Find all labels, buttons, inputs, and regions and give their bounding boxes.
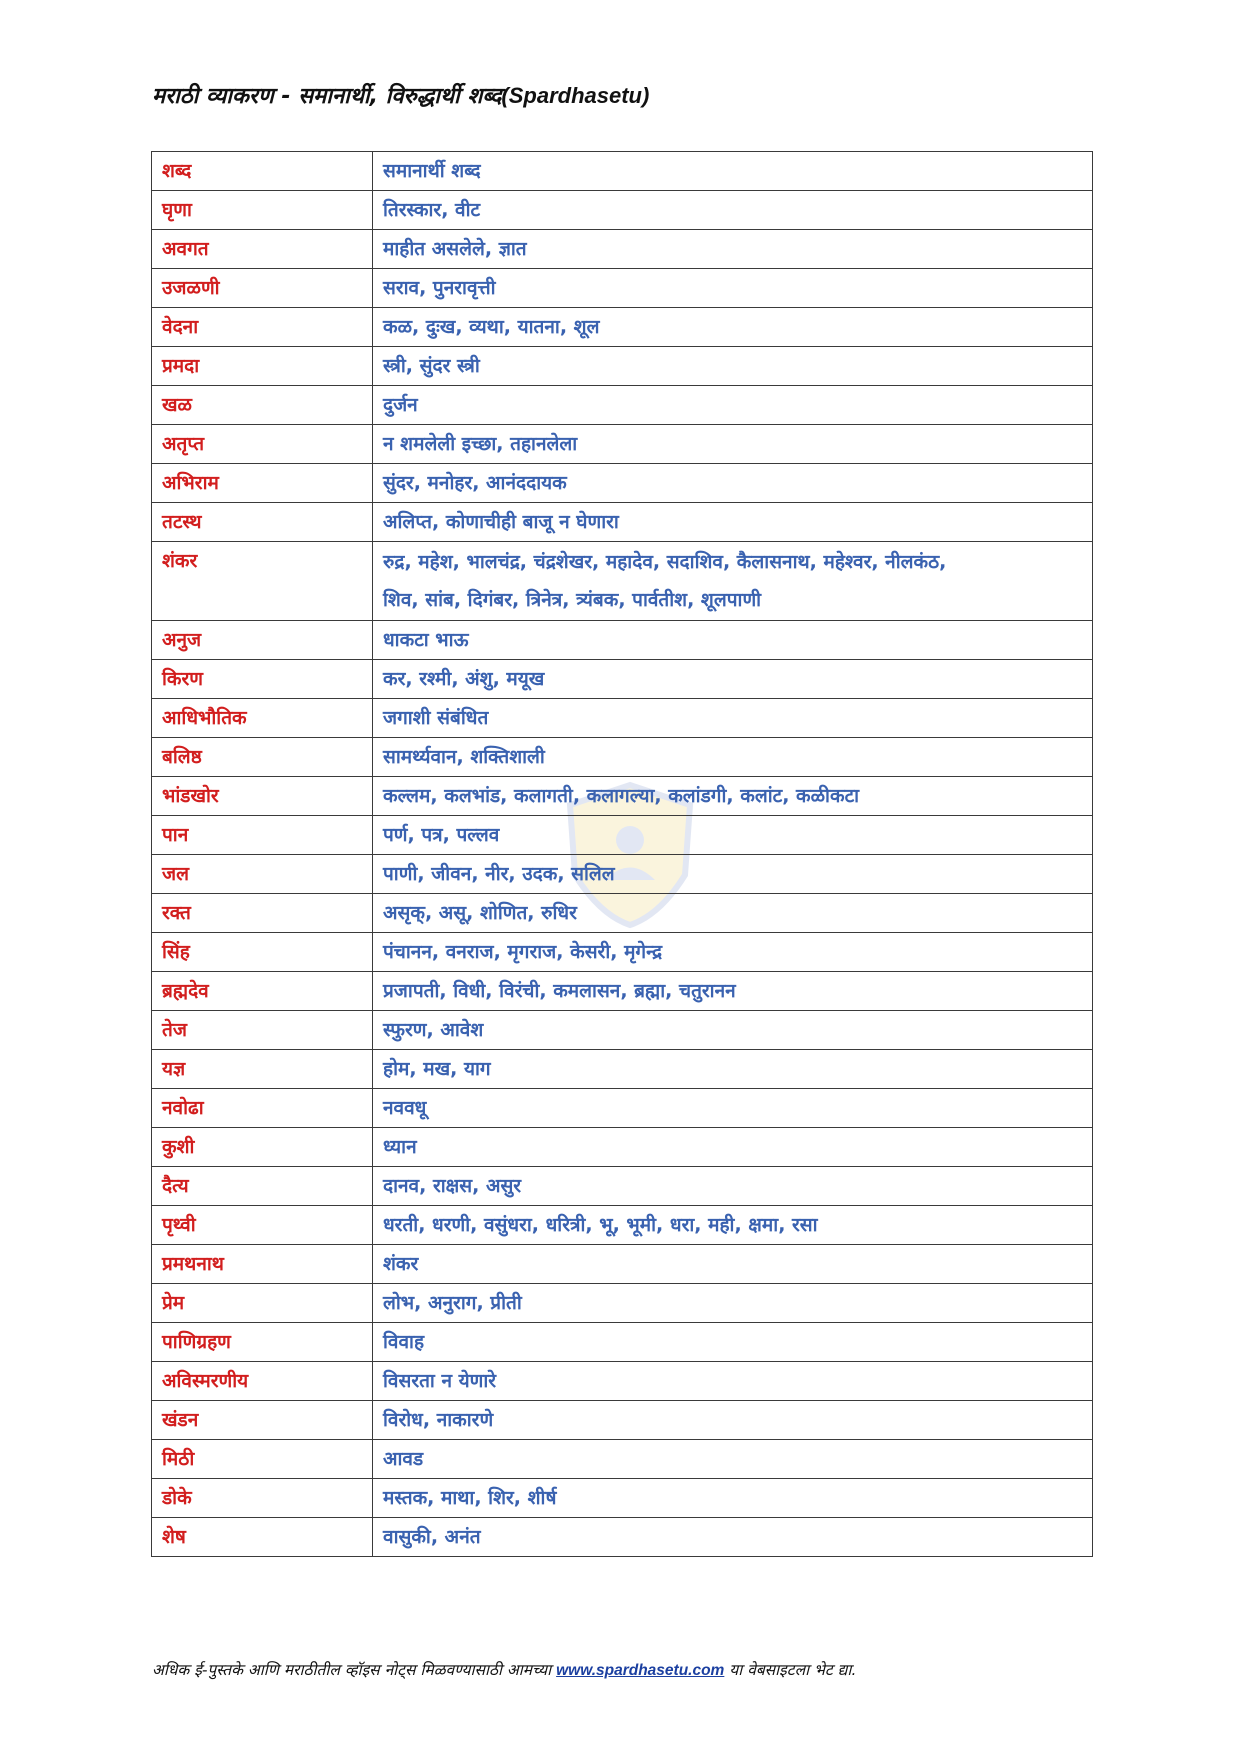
meaning-cell: दानव, राक्षस, असुर [373, 1167, 1093, 1206]
meaning-cell: असृक्, असू, शोणित, रुधिर [373, 894, 1093, 933]
title-main: मराठी व्याकरण - समानार्थी, विरुद्धार्थी शब्द [152, 84, 502, 109]
meaning-line: शिव, सांब, दिगंबर, त्रिनेत्र, त्र्यंबक, पार्वतीश, शूलपाणी [383, 589, 762, 611]
word-cell: सिंह [152, 933, 373, 972]
table-row [152, 347, 1093, 386]
table-row [152, 1206, 1093, 1245]
table-row [152, 542, 1093, 621]
table-row [152, 425, 1093, 464]
table-row [152, 894, 1093, 933]
meaning-cell: कल्लम, कलभांड, कलागती, कलागल्या, कलांडगी, कलांट, कळीकटा [373, 777, 1093, 816]
meaning-cell: होम, मख, याग [373, 1050, 1093, 1089]
word-cell: ब्रह्मदेव [152, 972, 373, 1011]
table-row [152, 621, 1093, 660]
table-row [152, 972, 1093, 1011]
table-row [152, 1362, 1093, 1401]
word-cell: रक्त [152, 894, 373, 933]
table-row [152, 464, 1093, 503]
table-row [152, 230, 1093, 269]
meaning-cell: जगाशी संबंधित [373, 699, 1093, 738]
word-cell: भांडखोर [152, 777, 373, 816]
word-cell: मिठी [152, 1440, 373, 1479]
table-row [152, 660, 1093, 699]
footer-note [152, 1658, 1092, 1680]
meaning-cell: नववधू [373, 1089, 1093, 1128]
header-meaning: समानार्थी शब्द [373, 152, 1093, 191]
word-cell: प्रमथनाथ [152, 1245, 373, 1284]
word-cell: प्रमदा [152, 347, 373, 386]
table-row [152, 1284, 1093, 1323]
meaning-cell: मस्तक, माथा, शिर, शीर्ष [373, 1479, 1093, 1518]
table-row [152, 1518, 1093, 1557]
word-cell: तेज [152, 1011, 373, 1050]
table-row [152, 1128, 1093, 1167]
word-cell: प्रेम [152, 1284, 373, 1323]
meaning-cell: पंचानन, वनराज, मृगराज, केसरी, मृगेन्द्र [373, 933, 1093, 972]
meaning-cell: दुर्जन [373, 386, 1093, 425]
table-row [152, 1050, 1093, 1089]
word-cell: खळ [152, 386, 373, 425]
table-row [152, 816, 1093, 855]
table-row [152, 191, 1093, 230]
meaning-cell: स्फुरण, आवेश [373, 1011, 1093, 1050]
meaning-cell: पाणी, जीवन, नीर, उदक, सलिल [373, 855, 1093, 894]
meaning-cell: धाकटा भाऊ [373, 621, 1093, 660]
table-row [152, 738, 1093, 777]
meaning-cell: शंकर [373, 1245, 1093, 1284]
title-brand: (Spardhasetu) [501, 83, 650, 108]
meaning-cell: कळ, दुःख, व्यथा, यातना, शूल [373, 308, 1093, 347]
table-row [152, 933, 1093, 972]
table-row [152, 699, 1093, 738]
meaning-cell: विसरता न येणारे [373, 1362, 1093, 1401]
meaning-cell: न शमलेली इच्छा, तहानलेला [373, 425, 1093, 464]
table-row [152, 1440, 1093, 1479]
page-title [152, 80, 649, 110]
word-cell: यज्ञ [152, 1050, 373, 1089]
word-cell: तटस्थ [152, 503, 373, 542]
word-cell: पाणिग्रहण [152, 1323, 373, 1362]
word-cell: अतृप्त [152, 425, 373, 464]
word-cell: घृणा [152, 191, 373, 230]
word-cell: शंकर [152, 542, 373, 621]
meaning-cell: प्रजापती, विधी, विरंची, कमलासन, ब्रह्मा, चतुरानन [373, 972, 1093, 1011]
table-row [152, 386, 1093, 425]
meaning-cell: धरती, धरणी, वसुंधरा, धरित्री, भू, भूमी, धरा, मही, क्षमा, रसा [373, 1206, 1093, 1245]
meaning-cell: आवड [373, 1440, 1093, 1479]
meaning-line: रुद्र, महेश, भालचंद्र, चंद्रशेखर, महादेव, सदाशिव, कैलासनाथ, महेश्वर, नीलकंठ, [383, 551, 947, 573]
table-row [152, 1401, 1093, 1440]
word-cell: उजळणी [152, 269, 373, 308]
word-cell: जल [152, 855, 373, 894]
table-row [152, 1089, 1093, 1128]
word-cell: आधिभौतिक [152, 699, 373, 738]
meaning-cell: ध्यान [373, 1128, 1093, 1167]
meaning-cell [373, 542, 1093, 621]
word-cell: शेष [152, 1518, 373, 1557]
word-cell: अवगत [152, 230, 373, 269]
meaning-cell: वासुकी, अनंत [373, 1518, 1093, 1557]
table-row [152, 269, 1093, 308]
table-row [152, 1323, 1093, 1362]
word-cell: बलिष्ठ [152, 738, 373, 777]
table-row [152, 855, 1093, 894]
word-cell: अविस्मरणीय [152, 1362, 373, 1401]
word-cell: दैत्य [152, 1167, 373, 1206]
table-header-row [152, 152, 1093, 191]
word-cell: कुशी [152, 1128, 373, 1167]
word-cell: अनुज [152, 621, 373, 660]
table-row [152, 503, 1093, 542]
word-cell: वेदना [152, 308, 373, 347]
meaning-cell: सुंदर, मनोहर, आनंददायक [373, 464, 1093, 503]
table-row [152, 1479, 1093, 1518]
table-row [152, 1011, 1093, 1050]
meaning-cell: सामर्थ्यवान, शक्तिशाली [373, 738, 1093, 777]
meaning-cell: तिरस्कार, वीट [373, 191, 1093, 230]
table-row [152, 1167, 1093, 1206]
word-cell: पान [152, 816, 373, 855]
table-row [152, 777, 1093, 816]
header-word: शब्द [152, 152, 373, 191]
footer-text: अधिक ई-पुस्तके आणि मराठीतील व्हॉइस नोट्स मिळवण्यासाठी आमच्या [152, 1661, 557, 1679]
table-row [152, 1245, 1093, 1284]
word-cell: खंडन [152, 1401, 373, 1440]
meaning-cell: लोभ, अनुराग, प्रीती [373, 1284, 1093, 1323]
word-cell: अभिराम [152, 464, 373, 503]
word-cell: पृथ्वी [152, 1206, 373, 1245]
meaning-cell: पर्ण, पत्र, पल्लव [373, 816, 1093, 855]
word-cell: किरण [152, 660, 373, 699]
synonyms-table [151, 151, 1093, 1557]
word-cell: डोके [152, 1479, 373, 1518]
meaning-cell: कर, रश्मी, अंशु, मयूख [373, 660, 1093, 699]
table-row [152, 308, 1093, 347]
meaning-cell: स्त्री, सुंदर स्त्री [373, 347, 1093, 386]
website-link[interactable]: www.spardhasetu.com [556, 1662, 725, 1679]
meaning-cell: विवाह [373, 1323, 1093, 1362]
meaning-cell: सराव, पुनरावृत्ती [373, 269, 1093, 308]
meaning-cell: विरोध, नाकारणे [373, 1401, 1093, 1440]
meaning-cell: माहीत असलेले, ज्ञात [373, 230, 1093, 269]
footer-text-end: या वेबसाइटला भेट द्या. [724, 1661, 857, 1679]
meaning-cell: अलिप्त, कोणाचीही बाजू न घेणारा [373, 503, 1093, 542]
word-cell: नवोढा [152, 1089, 373, 1128]
